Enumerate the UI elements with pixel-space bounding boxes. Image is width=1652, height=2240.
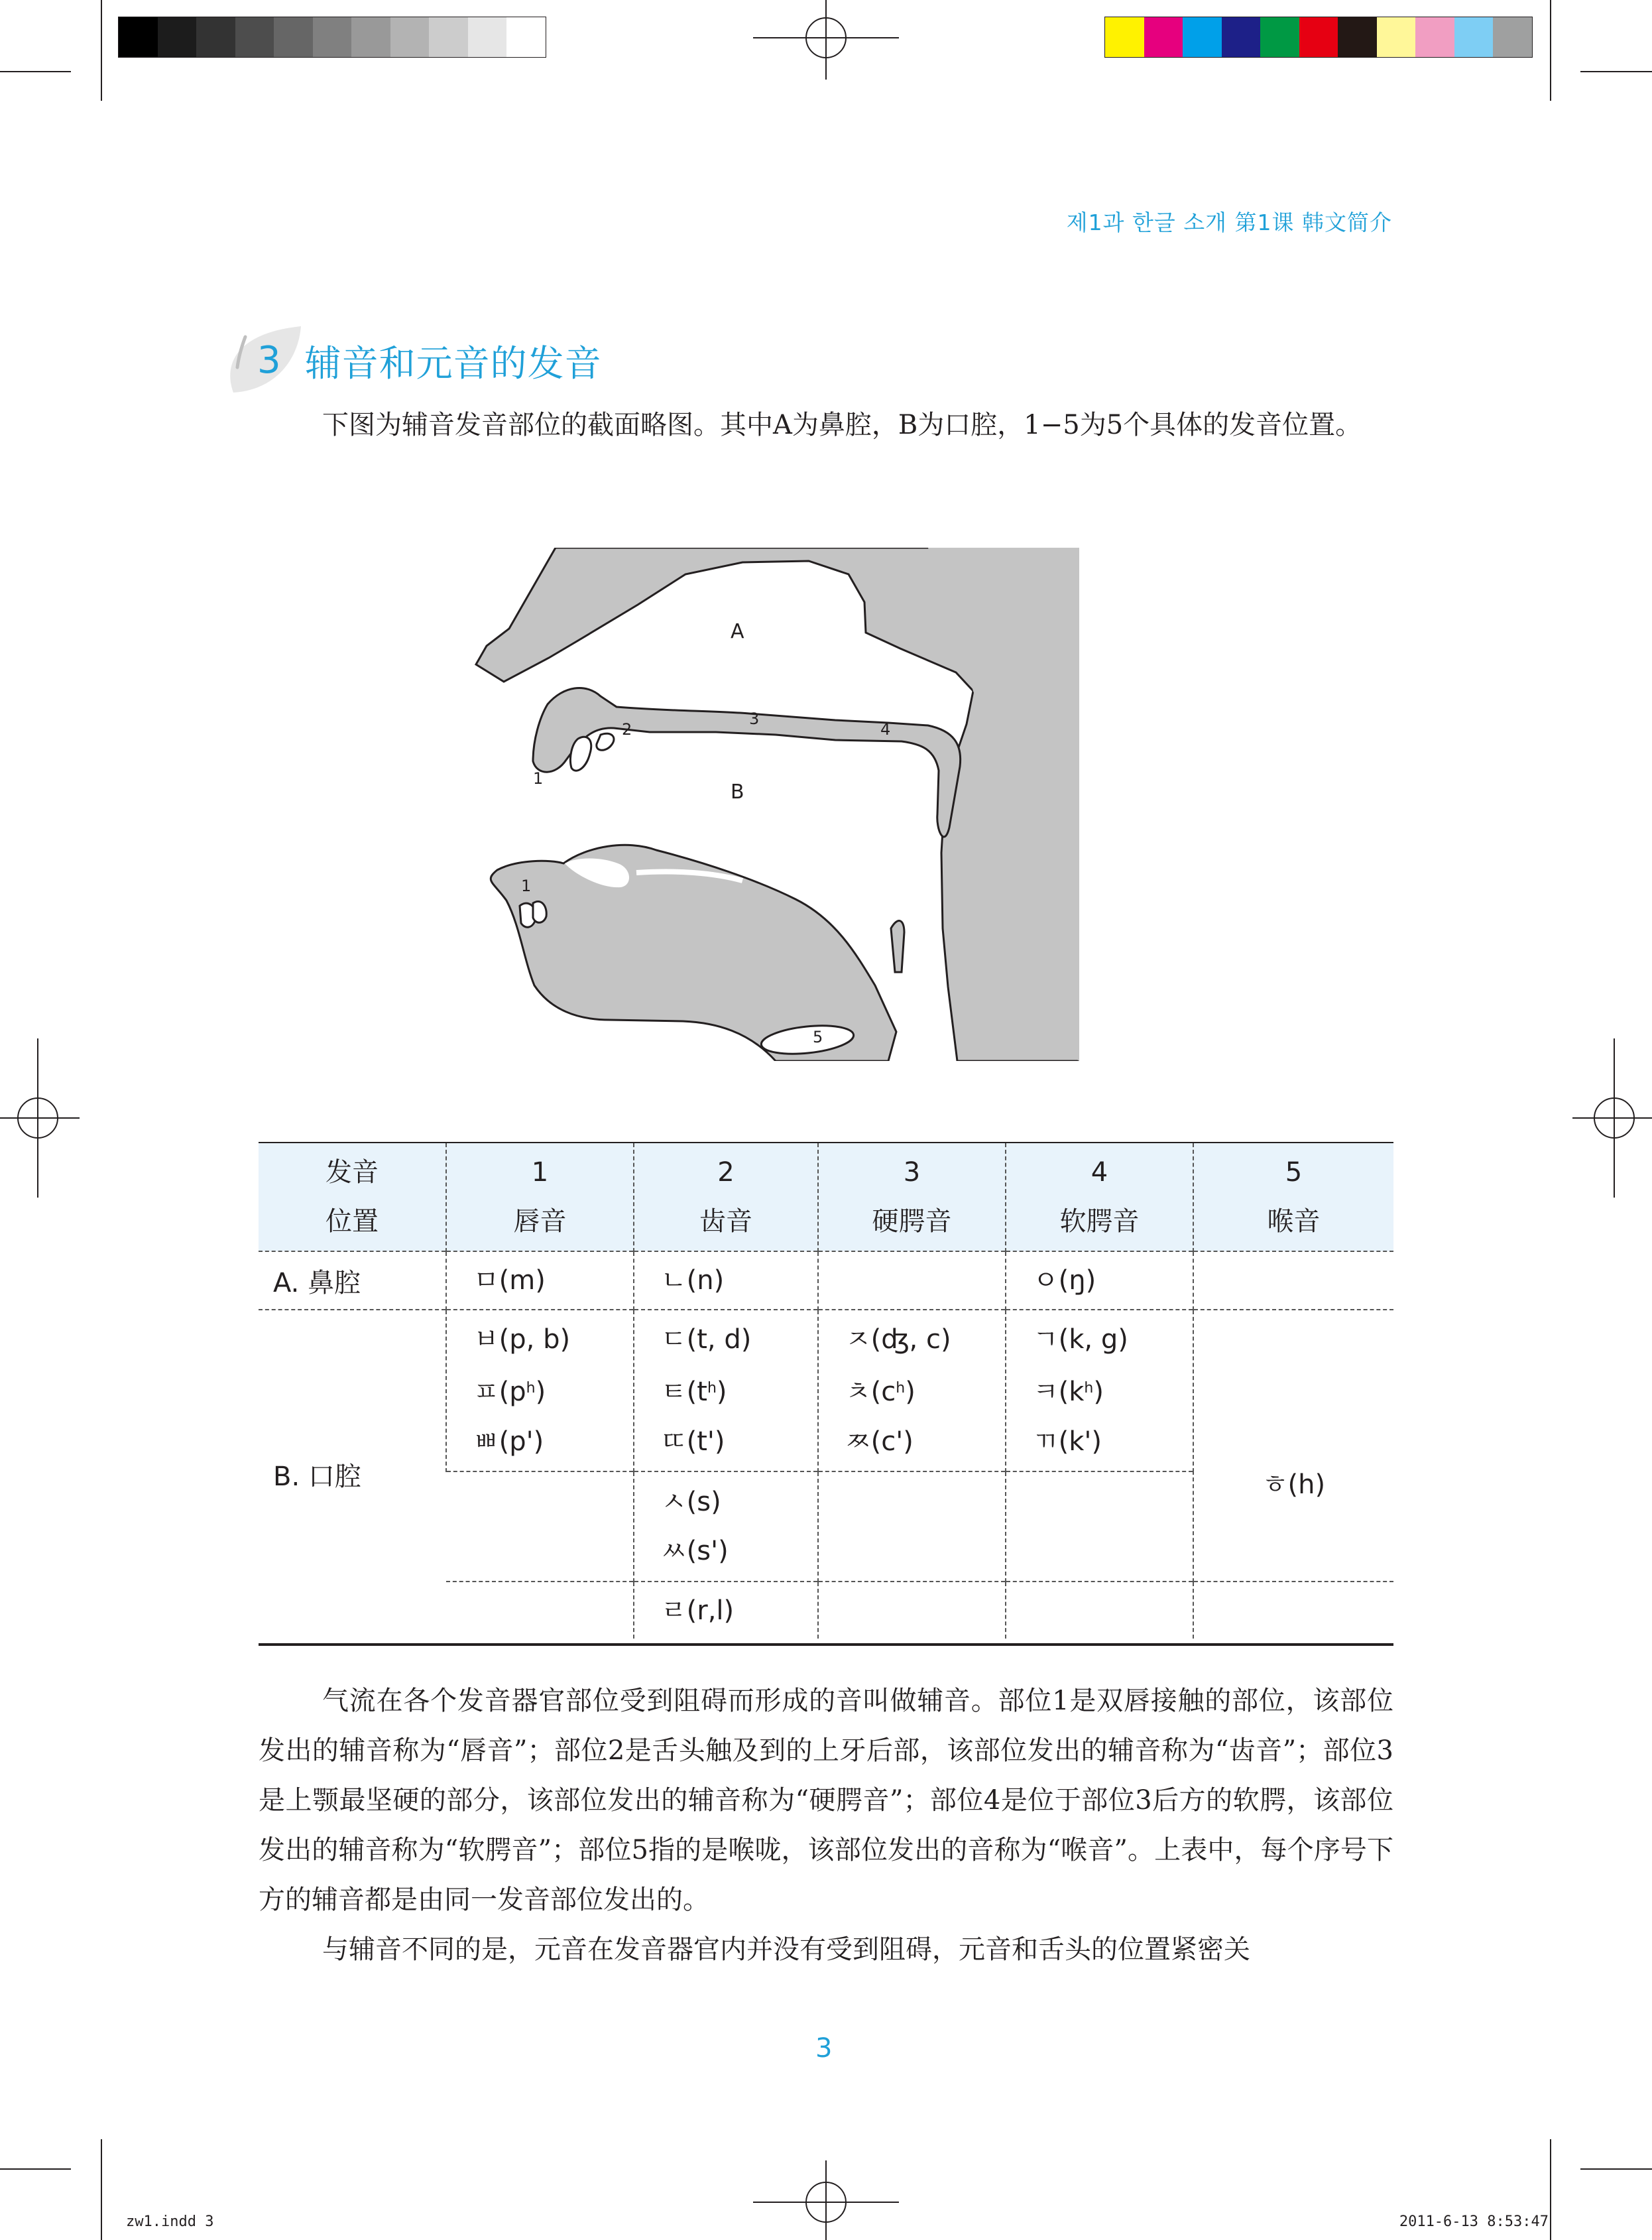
header-cell: 5 喉音 [1193, 1143, 1393, 1251]
table-cell: ㅅ(s) ㅆ(s') [634, 1471, 818, 1582]
calibration-swatch [1299, 17, 1338, 57]
calibration-swatch [429, 17, 468, 57]
section-title: 辅音和元音的发音 [304, 342, 602, 385]
table-cell: ㄷ(t, d) ㅌ$(t^h)$ ㄸ(t') [634, 1310, 818, 1471]
footer-file: zw1.indd 3 [126, 2213, 214, 2230]
running-header: 제1과 한글 소개 第1课 韩文简介 [1066, 210, 1392, 235]
label-position-1-upper: 1 [533, 769, 544, 788]
table-cell [1193, 1310, 1393, 1582]
calibration-swatch [1260, 17, 1299, 57]
glottal-fricative: ㅎ(h) [1262, 1469, 1326, 1500]
label-position-3: 3 [749, 710, 760, 728]
header-cell: 4 软腭音 [1006, 1143, 1193, 1251]
table-cell [818, 1582, 1006, 1639]
color-calibration-bar [1104, 17, 1533, 58]
table-cell [1006, 1582, 1193, 1639]
calibration-swatch [313, 17, 352, 57]
calibration-swatch [468, 17, 507, 57]
calibration-swatch [119, 17, 158, 57]
calibration-swatch [1144, 17, 1183, 57]
table-cell [1006, 1471, 1193, 1582]
table-cell [446, 1471, 634, 1582]
row-label: A. 鼻腔 [259, 1251, 446, 1310]
header-cell: 发音 位置 [259, 1143, 446, 1251]
label-position-5: 5 [813, 1028, 823, 1046]
section-number: 3 [257, 338, 281, 382]
intro-paragraph: 下图为辅音发音部位的截面略图。其中A为鼻腔，B为口腔，1−5为5个具体的发音位置。 [322, 410, 1362, 440]
calibration-swatch [1105, 17, 1144, 57]
table-cell: ㅈ(ʤ, c) ㅊ$(c^h)$ ㅉ(c') [818, 1310, 1006, 1471]
calibration-swatch [390, 17, 430, 57]
calibration-swatch [158, 17, 197, 57]
calibration-swatch [1415, 17, 1454, 57]
body-text [259, 1676, 1393, 1975]
body-paragraph: 与辅音不同的是，元音在发音器官内并没有受到阻碍，元音和舌头的位置紧密关 [322, 1934, 1250, 1965]
registration-mark-right [1572, 1038, 1652, 1198]
table-header-row [259, 1143, 1393, 1251]
table-cell [818, 1251, 1006, 1310]
registration-mark-top [753, 0, 899, 80]
table-cell: ㅁ(m) [446, 1251, 634, 1310]
table-cell [1193, 1582, 1393, 1639]
section-heading [219, 324, 602, 397]
label-oral-cavity: B [731, 780, 744, 804]
calibration-swatch [235, 17, 274, 57]
table-cell: ㅂ(p, b) ㅍ$(p^h)$ ㅃ(p') [446, 1310, 634, 1471]
calibration-swatch [274, 17, 313, 57]
calibration-swatch [196, 17, 235, 57]
header-cell: 3 硬腭音 [818, 1143, 1006, 1251]
label-position-2: 2 [622, 720, 632, 739]
header-cell: 1 唇音 [446, 1143, 634, 1251]
table-cell: ㄱ(k, g) ㅋ$(k^h)$ ㄲ(k') [1006, 1310, 1193, 1471]
table-bottom-rule [259, 1643, 1393, 1646]
page-number: 3 [815, 2033, 833, 2064]
grayscale-calibration-bar [118, 17, 546, 58]
table-cell [446, 1582, 634, 1639]
footer-datetime: 2011-6-13 8:53:47 [1399, 2213, 1549, 2230]
table-cell [1193, 1251, 1393, 1310]
table-cell: ㅇ(ŋ) [1006, 1251, 1193, 1310]
label-position-1-lower: 1 [521, 877, 532, 895]
calibration-swatch [1222, 17, 1261, 57]
calibration-swatch [1338, 17, 1377, 57]
registration-mark-left [0, 1038, 80, 1198]
calibration-swatch [1493, 17, 1532, 57]
consonant-table [259, 1143, 1393, 1639]
row-label: B. 口腔 [259, 1310, 446, 1639]
calibration-swatch [506, 17, 546, 57]
articulation-diagram [464, 548, 1079, 1061]
calibration-swatch [1454, 17, 1494, 57]
header-cell: 2 齿音 [634, 1143, 818, 1251]
table-row-nasal [259, 1251, 1393, 1310]
calibration-swatch [1377, 17, 1416, 57]
calibration-swatch [351, 17, 390, 57]
table-cell: ㄹ(r,l) [634, 1582, 818, 1639]
table-cell: ㄴ(n) [634, 1251, 818, 1310]
label-nasal-cavity: A [731, 620, 744, 643]
calibration-swatch [1183, 17, 1222, 57]
label-position-4: 4 [880, 720, 891, 739]
registration-mark-bottom [753, 2160, 899, 2240]
table-row-stops [259, 1310, 1393, 1471]
body-paragraph: 气流在各个发音器官部位受到阻碍而形成的音叫做辅音。部位1是双唇接触的部位，该部位发出的辅音称为“唇音”；部位2是舌头触及到的上牙后部，该部位发出的辅音称为“齿音”；部位3是上颚最坚硬的部分，该部位发出的辅音称为“硬腭音”；部位4是位于部位3后方的软腭，该部位发出的辅音称为“软腭音”；部位5指的是喉咙，该部位发出的音称为“喉音”。上表中，每个序号下方的辅音都是由同一发音部位发出的。 [259, 1686, 1393, 1915]
table-cell [818, 1471, 1006, 1582]
